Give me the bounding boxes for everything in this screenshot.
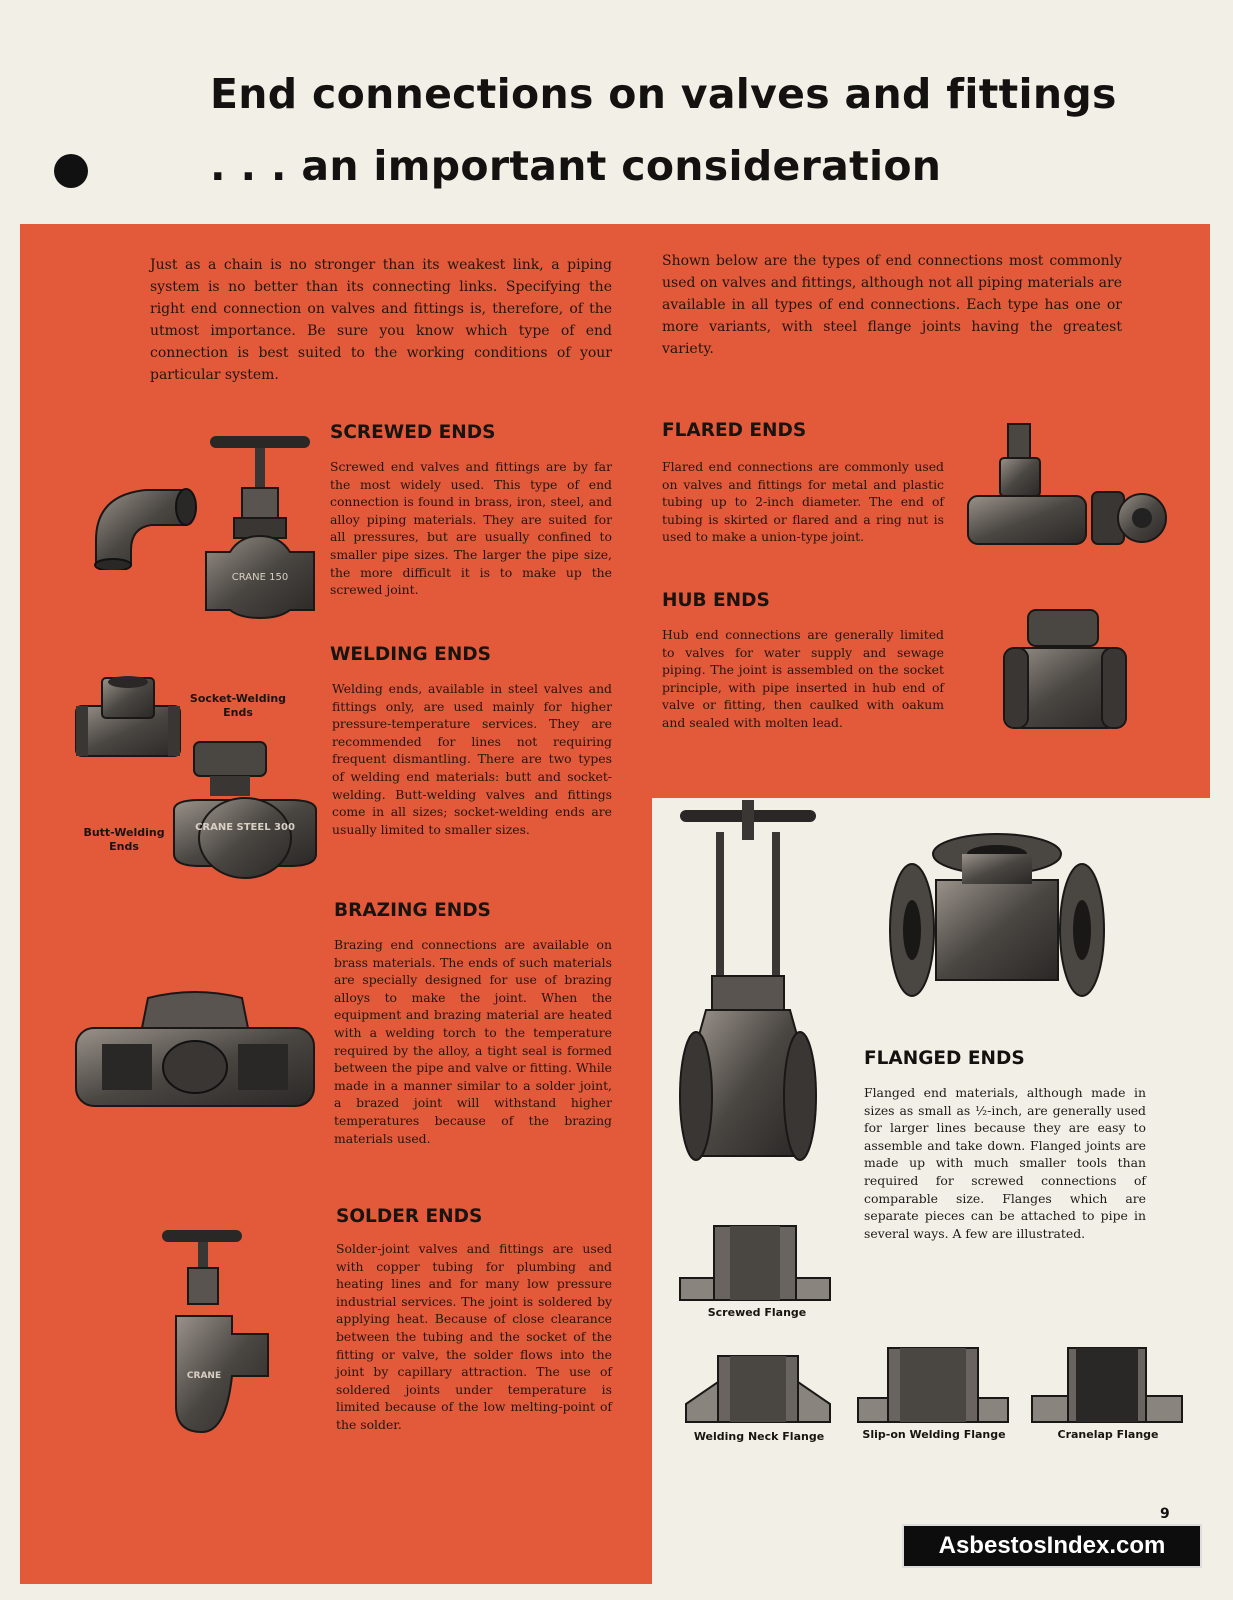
solder-angle-valve-illustration	[156, 1226, 276, 1436]
butt-welding-ends-label: Butt-Welding Ends	[83, 826, 165, 853]
brazing-valve-cutaway-illustration	[72, 990, 318, 1118]
screwed-flange-label: Screwed Flange	[707, 1306, 807, 1319]
screwed-flange-illustration	[678, 1224, 832, 1306]
flanged-gate-valve-illustration	[676, 796, 826, 1174]
cranelap-flange-illustration	[1030, 1346, 1184, 1426]
flanged-ends-text: Flanged end materials, although made in sizes as small as ½-inch, are generally used for larger lines because they are easy to assemble and take down. Flanged joints are made up with much smaller tools than required for screwed connections of comparable size. Flanges which are separate pieces can be attached to pipe in several ways. A few are illustrated.	[864, 1085, 1146, 1241]
watermark-banner: AsbestosIndex.com	[902, 1524, 1202, 1568]
title-line-1: End connections on valves and fittings	[210, 70, 1117, 118]
flared-ends-heading: FLARED ENDS	[662, 420, 807, 441]
flanged-tee-illustration	[886, 828, 1108, 1004]
solder-ends-heading: SOLDER ENDS	[336, 1206, 483, 1227]
title-line-2: . . . an important consideration	[210, 142, 942, 190]
valve-marking-crane-150: CRANE 150	[231, 572, 289, 583]
welding-neck-flange-label: Welding Neck Flange	[693, 1430, 825, 1443]
brazing-ends-text: Brazing end connections are available on brass materials. The ends of such materials are specially designed for use of brazing alloys to make the joint. When the equipment and brazing material are heated with a welding torch to the temperature required by the alloy, a tight seal is formed between the pipe and valve or fitting. While made in a manner similar to a solder joint, a brazed joint will withstand higher temperatures because of the brazing materials used.	[334, 937, 612, 1146]
flanged-ends-heading: FLANGED ENDS	[864, 1048, 1025, 1069]
screwed-globe-valve-illustration	[200, 432, 320, 620]
hub-valve-illustration	[1000, 604, 1130, 736]
brazing-ends-heading: BRAZING ENDS	[334, 900, 491, 921]
hub-ends-text: Hub end connections are generally limited to valves for water supply and sewage piping. The joint is assembled on the socket principle, with pipe inserted in hub end of valve or fitting, then caulked with oakum and sealed with molten lead.	[662, 627, 944, 730]
slip-on-welding-flange-illustration	[856, 1346, 1010, 1426]
page-number: 9	[1160, 1506, 1170, 1522]
hub-ends-heading: HUB ENDS	[662, 590, 770, 611]
flared-ends-text: Flared end connections are commonly used on valves and fittings for metal and plastic tubing up to 2-inch diameter. The end of tubing is skirted or flared and a ring nut is used to make a union-type joint.	[662, 459, 944, 545]
welding-ends-heading: WELDING ENDS	[330, 644, 491, 665]
socket-welding-tee-illustration	[72, 672, 184, 762]
flared-fitting-illustration	[964, 420, 1174, 552]
valve-marking-crane-steel: CRANE STEEL 300	[195, 822, 295, 833]
butt-welding-valve-illustration	[170, 738, 320, 882]
screwed-elbow-illustration	[86, 470, 206, 570]
welding-ends-text: Welding ends, available in steel valves and fittings only, are used mainly for higher pressure-temperature services. They are recommended for lines not requiring frequent dismantling. There are two types of welding end materials: butt and socket-welding. Butt-welding valves and fittings come in all sizes; socket-welding ends are usually limited to smaller sizes.	[332, 681, 612, 837]
slip-on-welding-flange-label: Slip-on Welding Flange	[862, 1428, 1006, 1441]
socket-welding-ends-label: Socket-Welding Ends	[189, 692, 287, 719]
intro-right-paragraph: Shown below are the types of end connections most commonly used on valves and fittings, although not all piping materials are available in all types of end connections. Each type has one or more variants, with steel flange joints having the greatest variety.	[662, 253, 1122, 357]
punch-hole-top	[54, 154, 88, 188]
intro-left-paragraph: Just as a chain is no stronger than its weakest link, a piping system is no better than its connecting links. Specifying the right end connection on valves and fittings is, therefore, of the utmost importance. Be sure you know which type of end connection is best suited to the working conditions of your particular system.	[150, 257, 612, 383]
solder-ends-text: Solder-joint valves and fittings are used with copper tubing for plumbing and heating lines and for many low pressure industrial services. The joint is soldered by applying heat. Because of close clearance between the tubing and the socket of the fitting or valve, the solder flows into the joint by capillary attraction. The use of soldered joints under temperature is limited because of the low melting-point of the solder.	[336, 1241, 612, 1432]
cranelap-flange-label: Cranelap Flange	[1057, 1428, 1159, 1441]
page-title	[210, 58, 1170, 202]
screwed-ends-text: Screwed end valves and fittings are by far the most widely used. This type of end connection is found in brass, iron, steel, and alloy piping materials. They are suited for all pressures, but are usually confined to smaller pipe sizes. The larger the pipe size, the more difficult it is to make up the screwed joint.	[330, 459, 612, 598]
valve-marking-crane: CRANE	[186, 1371, 222, 1381]
screwed-ends-heading: SCREWED ENDS	[330, 422, 496, 443]
welding-neck-flange-illustration	[682, 1352, 834, 1426]
